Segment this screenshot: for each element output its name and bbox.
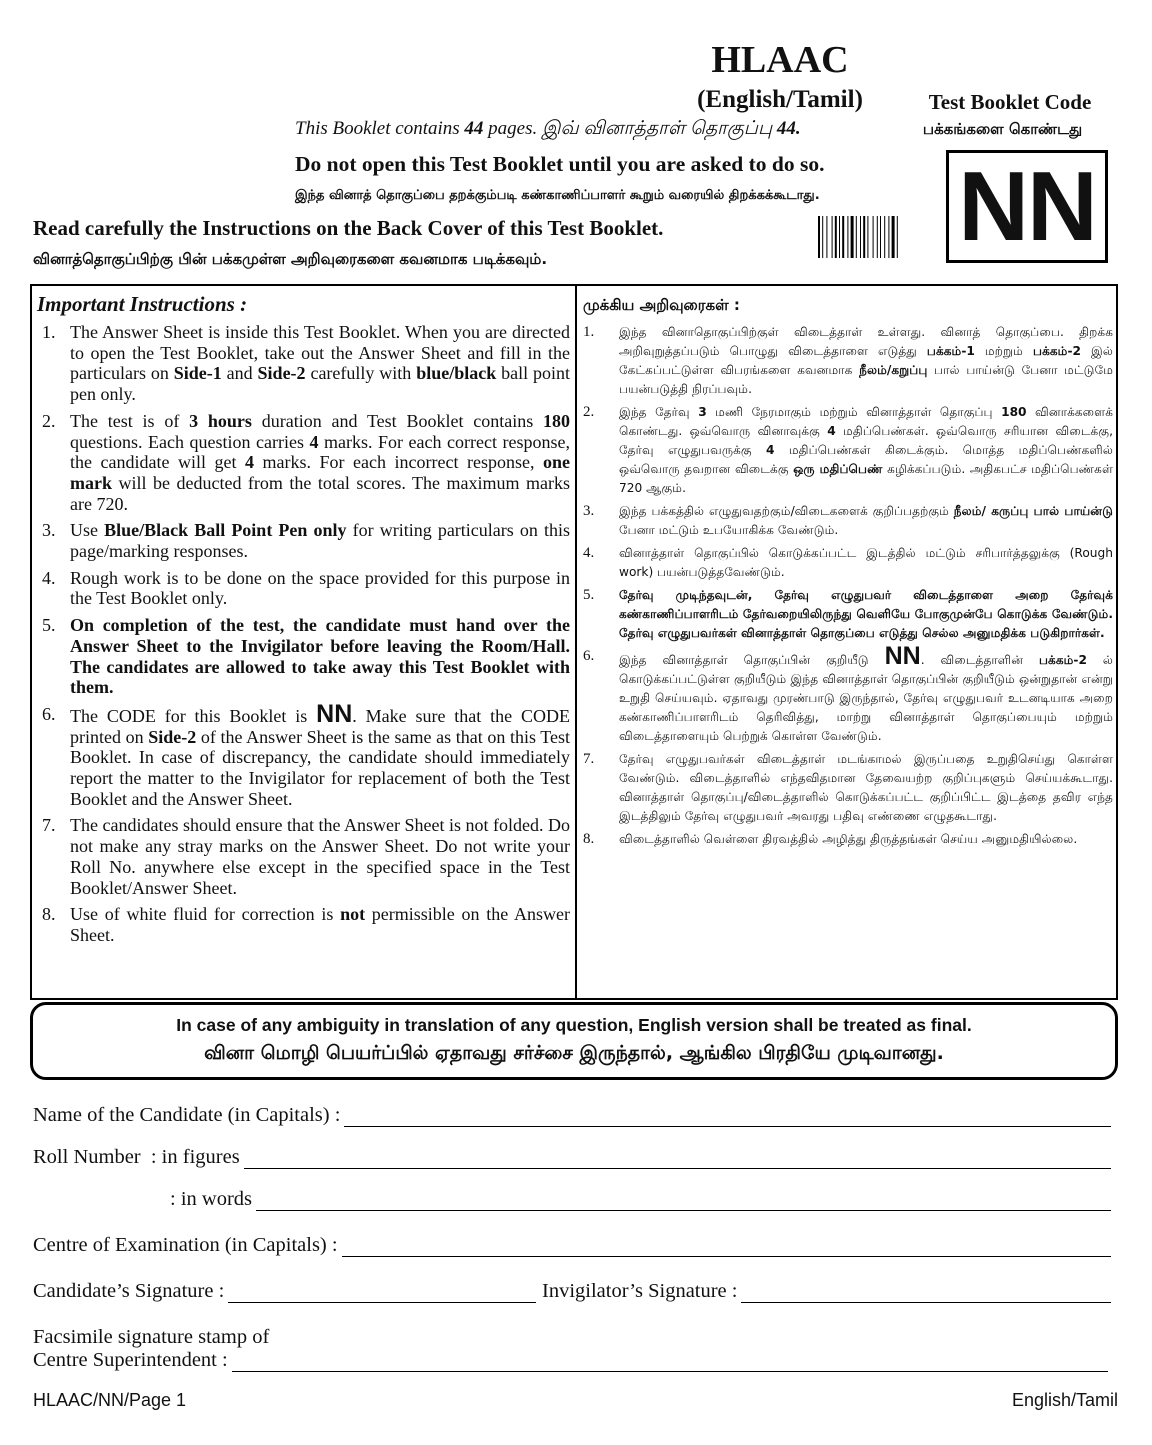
candidate-signature-field[interactable] bbox=[33, 1280, 536, 1303]
text-run: questions. Each question carries bbox=[70, 431, 310, 452]
text-run: The Answer Sheet is inside this Test Booklet. When you are directed to open the Test Booklet, take out the Answer Sheet and fill in the particulars on bbox=[70, 322, 570, 384]
english-instruction-number: 1. bbox=[42, 322, 56, 342]
tamil-instructions-list bbox=[583, 323, 1113, 849]
candidate-name-label: Name of the Candidate (in Capitals) : bbox=[33, 1104, 341, 1126]
tamil-instruction-2 bbox=[583, 403, 1113, 498]
text-run: The candidates should ensure that the Answer Sheet is not folded. Do not make any stray marks on the Answer Sheet. Do not write your Roll No. anywhere else except in the specified space in the Test Booklet/Answer Sheet. bbox=[70, 815, 570, 898]
text-run: Use bbox=[70, 520, 105, 541]
pages-prefix: This Booklet contains bbox=[295, 118, 465, 139]
text-run: இந்த வினாதொகுப்பிற்குள் விடைத்தாள் உள்ளது. வினாத் தொகுப்பை. திறக்க அறிவுறுத்தப்படும் பொழுது விடைத்தாளை எடுத்து bbox=[619, 325, 1113, 358]
tamil-instruction-1 bbox=[583, 323, 1113, 399]
text-run: மதிப்பெண்கள். ஒவ்வொரு சரியான விடைக்கு, தேர்வு எழுதுபவருக்கு bbox=[619, 424, 1113, 457]
read-instructions-notice: Read carefully the Instructions on the Back Cover of this Test Booklet. bbox=[33, 216, 664, 240]
english-instruction-text bbox=[70, 520, 570, 561]
invigilator-signature-line[interactable] bbox=[741, 1285, 1111, 1303]
emphasis: 3 bbox=[698, 405, 707, 419]
text-run: கழிக்கப்படும். அதிகபட்ச மதிப்பெண்கள் 720 ஆகும். bbox=[619, 462, 1113, 495]
barcode-bar bbox=[826, 216, 827, 258]
tamil-instructions bbox=[583, 296, 1113, 853]
text-run: will be deducted from the total scores. The maximum marks are 720. bbox=[70, 472, 570, 514]
paper-language: (English/Tamil) bbox=[697, 86, 863, 113]
superintendent-field[interactable] bbox=[33, 1349, 1108, 1372]
footer-language: English/Tamil bbox=[1011, 1390, 1118, 1410]
english-instruction-7 bbox=[37, 815, 570, 898]
barcode bbox=[818, 216, 916, 258]
text-run: இல் கேட்கப்பட்டுள்ள விபரங்களை கவனமாக bbox=[619, 344, 1113, 377]
barcode-bar bbox=[892, 216, 895, 258]
tamil-instruction-number: 1. bbox=[583, 324, 595, 340]
english-instruction-5 bbox=[37, 615, 570, 698]
english-instruction-text bbox=[70, 815, 570, 898]
english-instruction-number: 3. bbox=[42, 520, 56, 541]
text-run: duration and Test Booklet contains bbox=[251, 410, 544, 431]
text-run: இந்த தேர்வு bbox=[619, 405, 699, 419]
text-run: marks. For each incorrect response, bbox=[254, 452, 543, 473]
text-run: permissible on the Answer Sheet. bbox=[70, 904, 570, 945]
barcode-bar bbox=[835, 216, 837, 258]
barcode-bar bbox=[839, 216, 840, 258]
facsimile-label-1: Facsimile signature stamp of bbox=[33, 1326, 270, 1348]
ambiguity-notice-english: In case of any ambiguity in translation of any question, English version shall be treated as final. bbox=[176, 1015, 972, 1035]
candidate-signature-line[interactable] bbox=[228, 1285, 536, 1303]
barcode-bar bbox=[863, 216, 865, 258]
tamil-instruction-number: 4. bbox=[583, 545, 595, 561]
tamil-instruction-number: 8. bbox=[583, 831, 595, 847]
paper-code: HLAAC bbox=[711, 39, 849, 81]
roll-number-words-label: : in words bbox=[170, 1188, 252, 1210]
english-instruction-number: 4. bbox=[42, 567, 56, 588]
text-run: மணி நேரமாகும் மற்றும் வினாத்தாள் தொகுப்பு bbox=[706, 405, 1002, 419]
text-run: carefully with bbox=[305, 363, 417, 384]
text-run: for writing particulars on this page/marking responses. bbox=[70, 520, 570, 562]
ambiguity-notice-tamil: வினா மொழி பெயர்ப்பில் ஏதாவது சர்ச்சை இருந்தால், ஆங்கில பிரதியே முடிவானது. bbox=[204, 1042, 944, 1064]
barcode-bar bbox=[873, 216, 874, 258]
emphasis: பக்கம்-1 bbox=[926, 344, 975, 358]
superintendent-line[interactable] bbox=[232, 1354, 1108, 1372]
english-instruction-4 bbox=[37, 568, 570, 609]
text-run: வினாக்களைக் கொண்டது. ஒவ்வொரு வினாவுக்கு bbox=[619, 405, 1113, 438]
booklet-code-label-tamil: பக்கங்களை கொண்டது bbox=[922, 120, 1083, 138]
text-run: மதிப்பெண்கள் கிடைக்கும். மொத்த மதிப்பெண்களில் ஒவ்வொரு தவறான விடைக்கு bbox=[619, 443, 1113, 476]
tamil-instruction-text bbox=[619, 642, 1113, 746]
english-instruction-1 bbox=[37, 322, 570, 405]
text-run: இந்த வினாத்தாள் தொகுப்பின் குறியீடு bbox=[619, 653, 885, 667]
english-instruction-number: 7. bbox=[42, 815, 56, 836]
text-run: ல் கொடுக்கப்பட்டுள்ள குறியீடும் இந்த வினாத்தாள் தொகுப்பின் குறியீடும் ஒன்றுதான் என்று உறுதி செய்யவும். ஏதாவது முரண்பாடு இருந்தால், தேர்வு எழுதுபவர் உடனடியாக அறை கண்காணிப்பாளரிடம் தெரிவித்து, மாற்று வினாத்தாள் தொகுப்பையும் மற்றும் விடைத்தாளையும் பெற்றுக் கொள்ள வேண்டும். bbox=[619, 653, 1113, 743]
barcode-bar bbox=[867, 216, 868, 258]
emphasis: பக்கம்-2 bbox=[1033, 344, 1082, 358]
english-instruction-number: 2. bbox=[42, 410, 56, 431]
english-instruction-text bbox=[70, 615, 570, 698]
emphasis: நீலம்/கறுப்பு bbox=[859, 363, 928, 377]
centre-line[interactable] bbox=[342, 1239, 1111, 1257]
text-run: பேனா மட்டும் உபயோகிக்க வேண்டும். bbox=[619, 523, 839, 537]
text-run: marks. For each correct response, the candidate will get bbox=[70, 431, 571, 473]
emphasis: 4 bbox=[309, 431, 319, 452]
emphasis: blue/black bbox=[416, 363, 497, 384]
column-divider bbox=[575, 284, 577, 1000]
roll-number-figures-line[interactable] bbox=[244, 1151, 1111, 1169]
emphasis: 3 hours bbox=[189, 410, 252, 431]
barcode-bar bbox=[888, 216, 889, 258]
ambiguity-notice bbox=[30, 1002, 1118, 1080]
emphasis: one mark bbox=[70, 452, 570, 493]
tamil-instruction-number: 5. bbox=[583, 587, 595, 603]
text-run: . விடைத்தாளின் bbox=[920, 653, 1039, 667]
english-instruction-8 bbox=[37, 904, 570, 945]
english-instruction-number: 8. bbox=[42, 904, 56, 925]
tamil-instruction-7 bbox=[583, 750, 1113, 826]
candidate-signature-label: Candidate’s Signature : bbox=[33, 1280, 225, 1302]
tamil-instruction-4 bbox=[583, 544, 1113, 582]
tamil-instruction-text bbox=[619, 586, 1113, 643]
tamil-instruction-5 bbox=[583, 586, 1113, 643]
english-instructions bbox=[37, 292, 570, 952]
pages-line bbox=[295, 118, 895, 142]
text-run: தேர்வு எழுதுபவர்கள் விடைத்தாள் மடங்காமல் இருப்பதை உறுதிசெய்து கொள்ள வேண்டும். விடைத்தாளில் எந்தவிதமான தேவையற்ற குறிப்புகளும் செய்யக்கூடாது. வினாத்தாள் தொகுப்பு/விடைத்தாளில் கொடுக்கப்பட்ட குறிப்பிட்ட இடத்தை தவிர எந்த இடத்திலும் தேர்வு எழுதுபவர் அவரது பதிவு எண்ணை எழுதகூடாது. bbox=[619, 752, 1113, 823]
booklet-code-label: Test Booklet Code bbox=[928, 90, 1092, 114]
roll-number-words-line[interactable] bbox=[256, 1193, 1111, 1211]
emphasis: Side-1 bbox=[173, 363, 222, 384]
booklet-code-inline: NN bbox=[316, 699, 353, 728]
emphasis: நீலம்/ கருப்பு பால் பாய்ன்டு bbox=[953, 504, 1114, 518]
english-instructions-heading: Important Instructions : bbox=[37, 292, 248, 316]
emphasis: 4 bbox=[245, 452, 254, 473]
barcode-bar bbox=[832, 216, 833, 258]
footer-page-id: HLAAC/NN/Page 1 bbox=[33, 1390, 187, 1410]
tamil-instruction-text bbox=[619, 544, 1113, 582]
text-run: The test is of bbox=[70, 410, 190, 431]
english-instruction-6 bbox=[37, 699, 570, 810]
emphasis: பக்கம்-2 bbox=[1038, 653, 1087, 667]
text-run: விடைத்தாளில் வெள்ளை திரவத்தில் அழித்து திருத்தங்கள் செய்ய அனுமதியில்லை. bbox=[619, 832, 1078, 846]
barcode-bar bbox=[877, 216, 878, 258]
text-run: of the Answer Sheet is the same as that on this Test Booklet. In case of discrepancy, the candidate should immediately report the matter to the Invigilator for replacement of both the Test Booklet and the Answer Sheet. bbox=[70, 726, 570, 809]
english-instruction-text bbox=[70, 699, 570, 810]
barcode-bar bbox=[884, 216, 885, 258]
barcode-bar bbox=[847, 216, 848, 258]
booklet-code-inline: NN bbox=[884, 642, 921, 670]
barcode-bar bbox=[822, 216, 823, 258]
tamil-instruction-text bbox=[619, 502, 1113, 540]
read-instructions-notice-tamil: வினாத்தொகுப்பிற்கு பின் பக்கமுள்ள அறிவுரைகளை கவனமாக படிக்கவும். bbox=[33, 250, 548, 268]
emphasis: not bbox=[340, 904, 366, 925]
pages-count: 44 bbox=[464, 118, 484, 139]
english-instruction-text bbox=[70, 322, 570, 405]
tamil-instruction-text bbox=[619, 750, 1113, 826]
barcode-bar bbox=[818, 216, 820, 258]
emphasis: 180 bbox=[1001, 405, 1027, 419]
tamil-instruction-number: 2. bbox=[583, 404, 595, 420]
superintendent-label: Centre Superintendent : bbox=[33, 1349, 228, 1371]
barcode-bar bbox=[897, 216, 898, 258]
english-instruction-number: 5. bbox=[42, 615, 56, 636]
emphasis: 4 bbox=[766, 443, 775, 457]
pages-mid: pages. இவ் வினாத்தாள் தொகுப்பு bbox=[483, 118, 777, 139]
invigilator-signature-field[interactable] bbox=[542, 1280, 1111, 1303]
emphasis: Side-2 bbox=[257, 363, 306, 384]
barcode-bar bbox=[880, 216, 881, 258]
text-run: ball point pen only. bbox=[70, 363, 571, 405]
emphasis: Blue/Black Ball Point Pen only bbox=[104, 520, 347, 541]
text-run: வினாத்தாள் தொகுப்பில் கொடுக்கப்பட்ட இடத்தில் மட்டும் சரிபார்த்தலுக்கு (Rough work) பயன்படுத்தவேண்டும். bbox=[619, 546, 1113, 579]
centre-label: Centre of Examination (in Capitals) : bbox=[33, 1234, 338, 1256]
tamil-instruction-6 bbox=[583, 642, 1113, 746]
tamil-instruction-8 bbox=[583, 830, 1113, 849]
tamil-instruction-3 bbox=[583, 502, 1113, 540]
tamil-instructions-heading: முக்கிய அறிவுரைகள் : bbox=[583, 296, 740, 314]
booklet-code-box: NN bbox=[946, 150, 1108, 263]
emphasis: On completion of the test, the candidate must hand over the Answer Sheet to the Invigilator before leaving the Room/Hall. The candidates are allowed to take away this Test Booklet with them. bbox=[70, 615, 570, 698]
english-instruction-text bbox=[70, 411, 570, 515]
text-run: இந்த பக்கத்தில் எழுதுவதற்கும்/விடைகளைக் குறிப்பதற்கும் bbox=[619, 504, 954, 518]
english-instruction-number: 6. bbox=[42, 703, 56, 724]
tamil-instruction-text bbox=[619, 323, 1113, 399]
roll-number-figures-field[interactable] bbox=[33, 1146, 1111, 1169]
text-run: and bbox=[221, 363, 258, 384]
english-instructions-list bbox=[37, 322, 570, 946]
emphasis: ஒரு மதிப்பெண் bbox=[793, 462, 883, 476]
english-instruction-2 bbox=[37, 411, 570, 515]
emphasis: 180 bbox=[543, 410, 571, 431]
english-instruction-text bbox=[70, 904, 570, 945]
do-not-open-notice-tamil: இந்த வினாத் தொகுப்பை தறக்கும்படி கண்காணிப்பாளர் கூறும் வரையில் திறக்கக்கூடாது. bbox=[295, 188, 820, 203]
emphasis: Side-2 bbox=[148, 726, 197, 747]
tamil-instruction-text bbox=[619, 403, 1113, 498]
candidate-name-line[interactable] bbox=[344, 1109, 1111, 1127]
tamil-instruction-number: 3. bbox=[583, 503, 595, 519]
english-instruction-3 bbox=[37, 520, 570, 561]
tamil-instruction-number: 7. bbox=[583, 751, 595, 767]
text-run: மற்றும் bbox=[974, 344, 1033, 358]
do-not-open-notice: Do not open this Test Booklet until you are asked to do so. bbox=[295, 152, 825, 176]
english-instruction-text bbox=[70, 568, 570, 609]
invigilator-signature-label: Invigilator’s Signature : bbox=[542, 1280, 738, 1302]
tamil-instruction-number: 6. bbox=[583, 648, 595, 664]
text-run: பால் பாய்ன்டு பேனா மட்டுமே பயன்படுத்தி நிரப்பவும். bbox=[619, 363, 1113, 396]
barcode-bar bbox=[856, 216, 857, 258]
roll-number-figures-label: Roll Number : in figures bbox=[33, 1146, 240, 1168]
roll-number-words-field[interactable] bbox=[170, 1188, 1111, 1211]
emphasis: 4 bbox=[827, 424, 836, 438]
centre-field[interactable] bbox=[33, 1234, 1111, 1257]
text-run: Rough work is to be done on the space provided for this purpose in the Test Booklet only. bbox=[70, 567, 570, 609]
emphasis: தேர்வு முடிந்தவுடன், தேர்வு எழுதுபவர் விடைத்தாளை அறை தேர்வுக் கண்காணிப்பாளரிடம் தேர்வறையிலிருந்து வெளியே போகுமுன்பே கொடுக்க வேண்டும். தேர்வு எழுதுபவர்கள் வினாத்தாள் தொகுப்பை எடுத்து செல்ல அனுமதிக்க படுகிறார்கள். bbox=[619, 588, 1113, 640]
tamil-instruction-text bbox=[619, 830, 1113, 849]
candidate-name-field[interactable] bbox=[33, 1104, 1111, 1127]
barcode-bar bbox=[860, 216, 861, 258]
text-run: The CODE for this Booklet is bbox=[70, 705, 317, 726]
barcode-bar bbox=[851, 216, 854, 258]
text-run: Use of white fluid for correction is bbox=[70, 904, 341, 925]
barcode-bar bbox=[842, 216, 844, 258]
text-run: . Make sure that the CODE printed on bbox=[70, 705, 570, 747]
pages-count-2: 44. bbox=[776, 118, 801, 139]
